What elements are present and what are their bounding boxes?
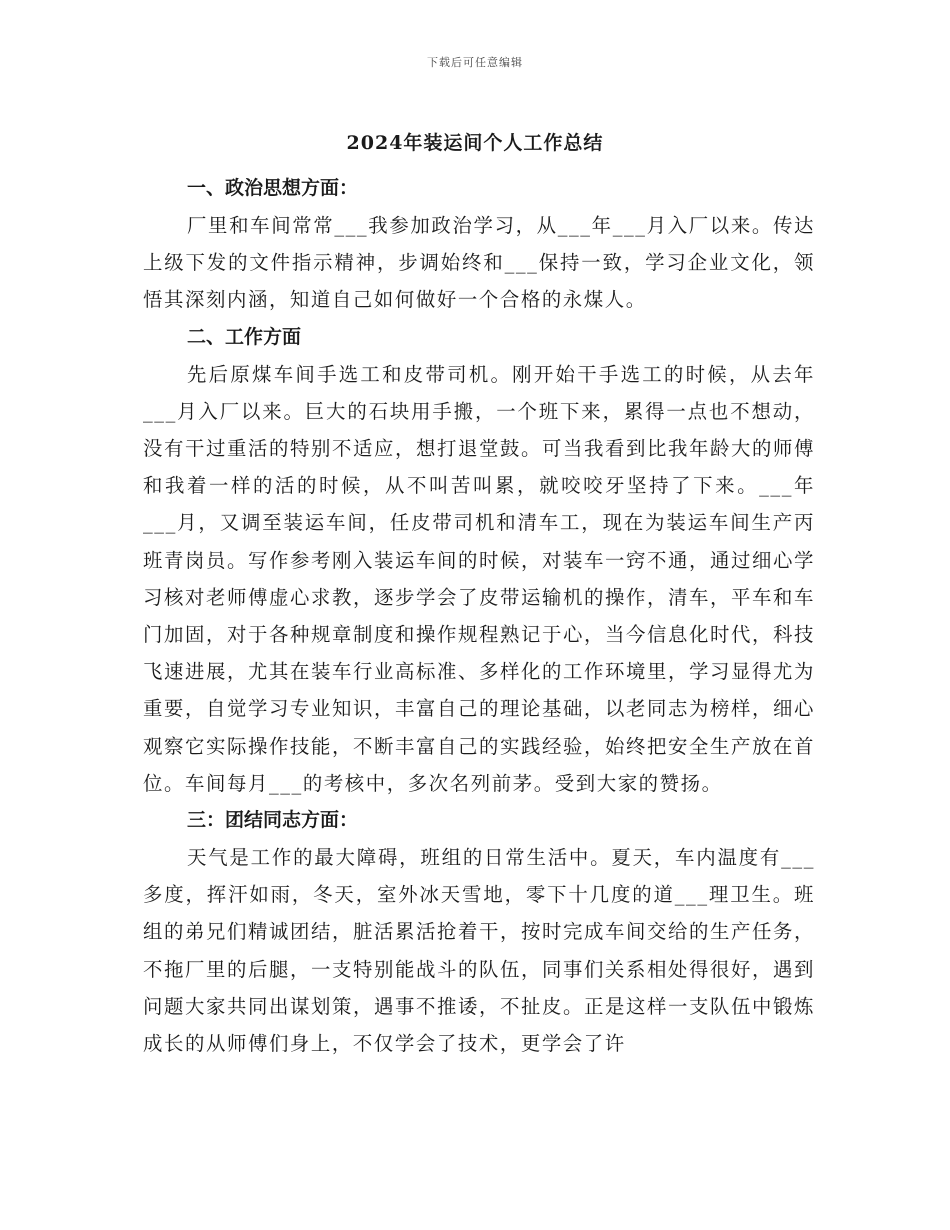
header-note: 下载后可任意编辑 (427, 56, 523, 69)
paragraph-unity: 天气是工作的最大障碍，班组的日常生活中。夏天，车内温度有___多度，挥汗如雨，冬天，室外冰天雪地，零下十几度的道___理卫生。班组的弟兄们精诚团结，脏活累活抢着干，按时完成车间交给的生产任务，不拖厂里的后腿，一支特别能战斗的队伍，同事们关系相处得很好，遇到问题大家共同出谋划策，遇事不推诿，不扯皮。正是这样一支队伍中锻炼成长的从师傅们身上，不仅学会了技术，更学会了许 (143, 846, 815, 1056)
document-title: 2024年装运间个人工作总结 (346, 132, 604, 154)
paragraph-political: 厂里和车间常常___我参加政治学习，从___年___月入厂以来。传达上级下发的文件指示精神，步调始终和___保持一致，学习企业文化，领悟其深刻内涵，知道自己如何做好一个合格的永煤人。 (143, 214, 815, 312)
document-body (143, 170, 815, 1062)
section-heading-work: 二、工作方面 (187, 325, 302, 348)
section-heading-political: 一、政治思想方面： (187, 177, 359, 199)
section-heading-unity: 三：团结同志方面： (187, 809, 359, 832)
paragraph-work: 先后原煤车间手选工和皮带司机。刚开始干手选工的时候，从去年___月入厂以来。巨大的石块用手搬，一个班下来，累得一点也不想动，没有干过重活的特别不适应，想打退堂鼓。可当我看到比我年龄大的师傅和我着一样的活的时候，从不叫苦叫累，就咬咬牙坚持了下来。___年___月，又调至装运车间，任皮带司机和清车工，现在为装运车间生产丙班青岗员。写作参考刚入装运车间的时候，对装车一窍不通，通过细心学习核对老师傅虚心求教，逐步学会了皮带运输机的操作，清车，平车和车门加固，对于各种规章制度和操作规程熟记于心，当今信息化时代，科技飞速进展，尤其在装车行业高标准、多样化的工作环境里，学习显得尤为重要，自觉学习专业知识，丰富自己的理论基础，以老同志为榜样，细心观察它实际操作技能，不断丰富自己的实践经验，始终把安全生产放在首位。车间每月___的考核中，多次名列前茅。受到大家的赞扬。 (143, 362, 815, 795)
